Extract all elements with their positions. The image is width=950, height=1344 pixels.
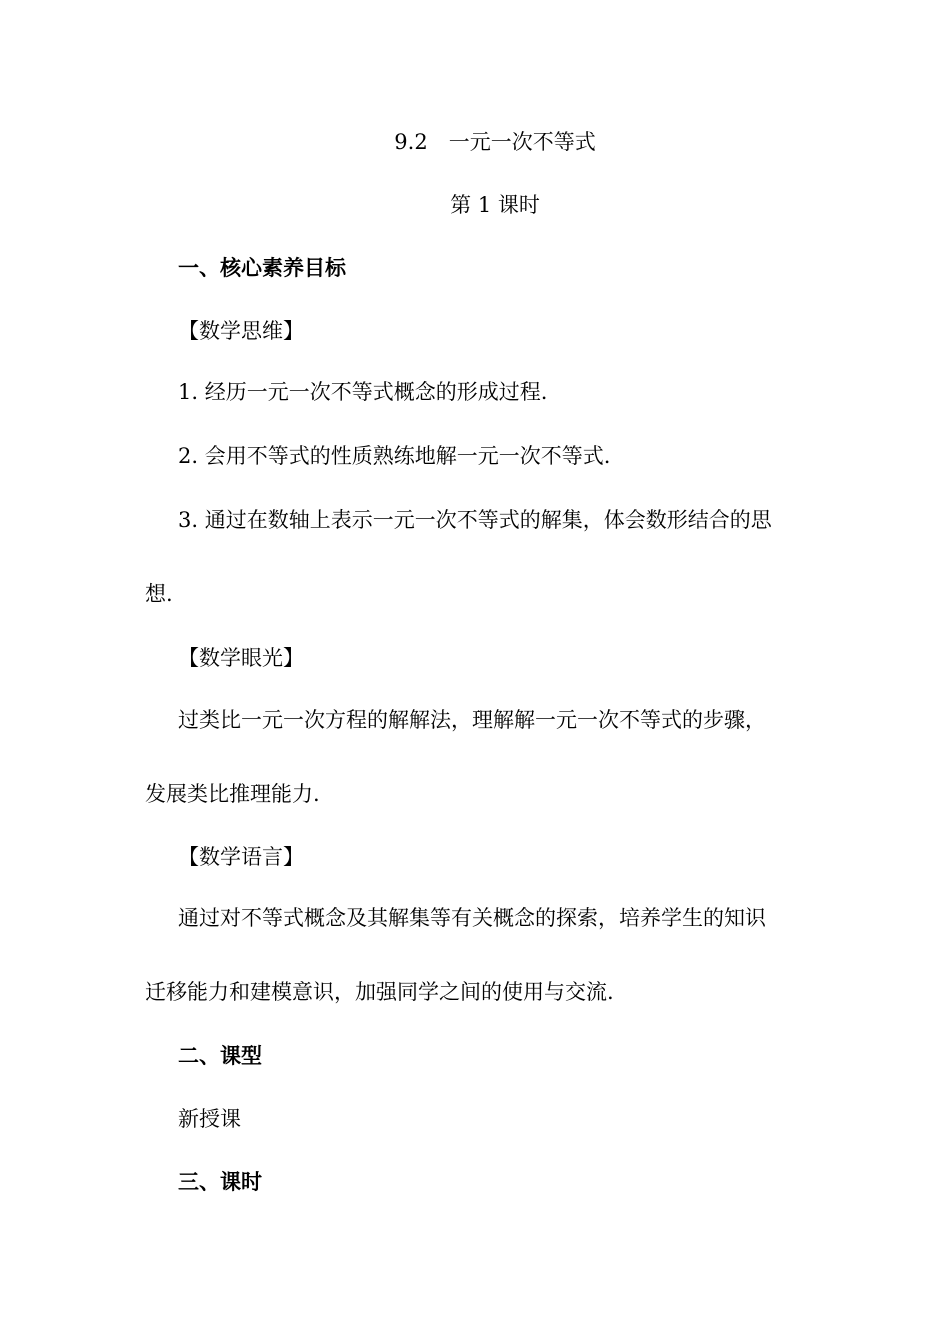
label-math-thinking: 【数学思维】 [178, 319, 304, 343]
paragraph-line: 发展类比推理能力. [145, 782, 320, 806]
section-heading-goals: 一、核心素养目标 [178, 255, 346, 280]
goal-item: 3. 通过在数轴上表示一元一次不等式的解集，体会数形结合的思 [178, 508, 772, 532]
goal-item: 1. 经历一元一次不等式概念的形成过程. [178, 380, 548, 404]
goal-item: 2. 会用不等式的性质熟练地解一元一次不等式. [178, 444, 611, 468]
label-math-language: 【数学语言】 [178, 845, 304, 869]
document-title: 9.2 一元一次不等式 [394, 130, 596, 154]
goal-item-continuation: 想. [145, 582, 173, 606]
label-math-vision: 【数学眼光】 [178, 646, 304, 670]
paragraph-line: 迁移能力和建模意识，加强同学之间的使用与交流. [145, 980, 614, 1004]
lesson-type-value: 新授课 [178, 1107, 241, 1131]
paragraph-line: 通过对不等式概念及其解集等有关概念的探索，培养学生的知识 [178, 906, 766, 930]
section-heading-period: 三、课时 [178, 1169, 262, 1194]
paragraph-line: 过类比一元一次方程的解解法，理解解一元一次不等式的步骤， [178, 708, 766, 732]
section-heading-type: 二、课型 [178, 1043, 262, 1068]
lesson-subtitle: 第 1 课时 [450, 193, 540, 217]
